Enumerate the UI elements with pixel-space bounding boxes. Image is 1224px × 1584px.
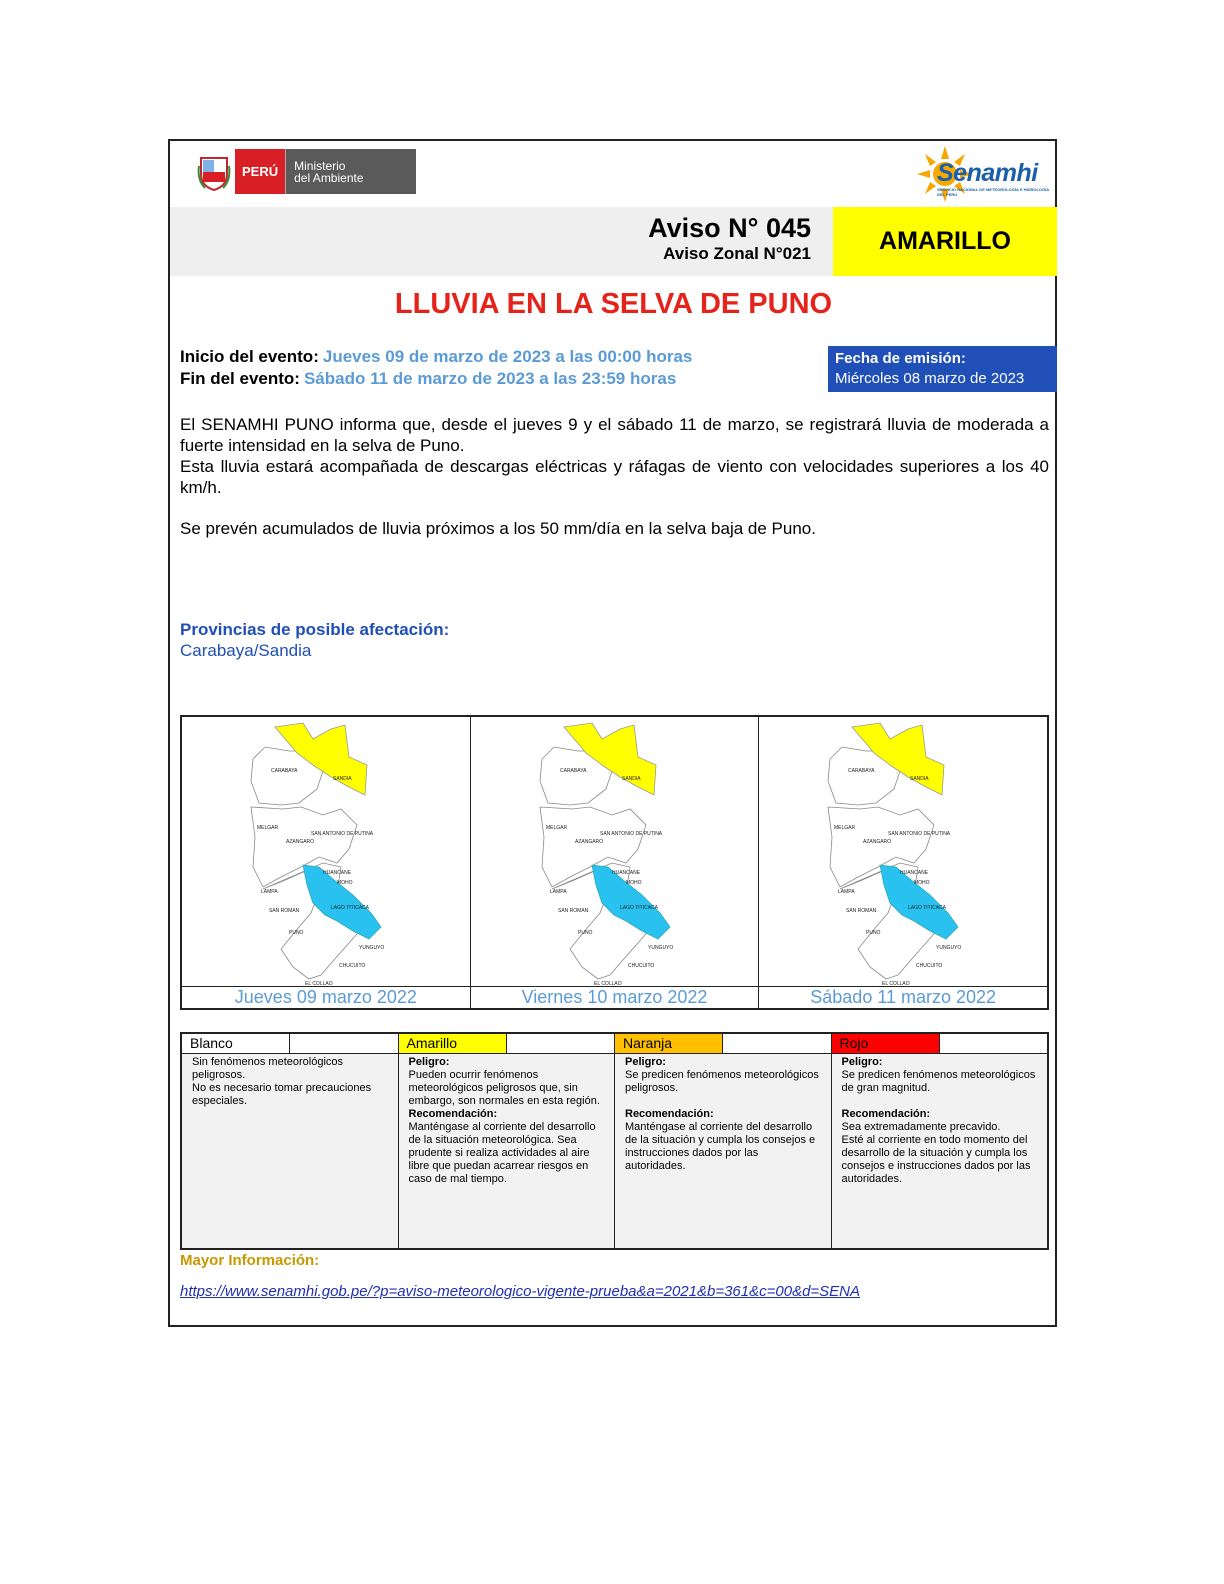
- puno-map-svg: [818, 717, 988, 987]
- legend-text: Se predicen fenómenos meteorológicos peligrosos.: [625, 1069, 819, 1094]
- ministry-logo: [197, 149, 416, 194]
- province-label: MOHO: [336, 880, 353, 886]
- notice-frame: [168, 139, 1057, 1327]
- issue-date-value: Miércoles 08 marzo de 2023: [835, 370, 1025, 387]
- notice-number-block: [648, 213, 811, 264]
- province-label: LAMPA: [838, 889, 855, 895]
- province-label: SANDIA: [910, 776, 929, 782]
- issue-date-box: [828, 346, 1057, 392]
- body-paragraph: Esta lluvia estará acompañada de descargas eléctricas y ráfagas de viento con velocidades superiores a los 40 km/h.: [180, 457, 1049, 497]
- legend-description: [182, 1054, 398, 1248]
- zonal-notice-number: Aviso Zonal N°021: [663, 244, 811, 263]
- issue-date-label: Fecha de emisión:: [835, 350, 966, 367]
- puno-map-svg: [241, 717, 411, 987]
- peru-label: PERÚ: [235, 149, 285, 194]
- province-label: CHUCUITO: [338, 963, 366, 969]
- province-label: MELGAR: [545, 825, 567, 831]
- province-label: CARABAYA: [270, 768, 298, 774]
- legend-text: Manténgase al corriente del desarrollo de la situación y cumpla los consejos e instrucciones dados por las autoridades.: [625, 1121, 816, 1172]
- province-label: LAGO TITICACA: [619, 905, 658, 911]
- province-label: SAN ROMAN: [557, 908, 588, 914]
- legend-column: [615, 1034, 832, 1248]
- province-label: HUANCANE: [322, 870, 351, 876]
- province-label: CARABAYA: [559, 768, 586, 774]
- maps-table: [180, 715, 1049, 1010]
- province-label: LAMPA: [549, 889, 567, 895]
- province-label: AZANGARO: [285, 839, 314, 845]
- province-label: LAGO TITICACA: [330, 905, 369, 911]
- event-end-label: Fin del evento:: [180, 369, 300, 388]
- legend-column: [182, 1034, 399, 1248]
- province-label: MOHO: [625, 880, 642, 886]
- province-label: EL COLLAO: [882, 981, 910, 987]
- province-label: PUNO: [288, 930, 304, 936]
- legend-description: [399, 1054, 615, 1248]
- province-label: YUNGUYO: [936, 945, 962, 951]
- province-label: EL COLLAO: [593, 981, 622, 987]
- maps-row: [182, 717, 1047, 986]
- puno-map-svg: [530, 717, 700, 987]
- map-day-label: Viernes 10 marzo 2022: [471, 987, 760, 1008]
- legend-level-name: Blanco: [182, 1034, 290, 1053]
- notice-number: Aviso N° 045: [648, 213, 811, 243]
- legend-text: No es necesario tomar precauciones especiales.: [192, 1082, 372, 1107]
- province-label: CHUCUITO: [627, 963, 654, 969]
- province-label: HUANCANE: [900, 870, 929, 876]
- title-band: [170, 207, 833, 276]
- event-dates: [180, 346, 692, 390]
- province-label: AZANGARO: [574, 839, 603, 845]
- map-day-label: Sábado 11 marzo 2022: [810, 987, 997, 1007]
- province-label: CARABAYA: [848, 768, 875, 774]
- maps-label-row: [182, 986, 1047, 1008]
- legend-text: Recomendación:: [841, 1108, 931, 1120]
- province-label: SAN ROMAN: [846, 908, 877, 914]
- legend-column: [399, 1034, 616, 1248]
- province-label: MELGAR: [834, 825, 856, 831]
- ministry-label: Ministerio del Ambiente: [285, 149, 416, 194]
- provinces-value: Carabaya/Sandia: [180, 641, 312, 660]
- event-start-label: Inicio del evento:: [180, 347, 319, 366]
- legend-description: [615, 1054, 831, 1248]
- province-label: EL COLLAO: [304, 981, 333, 987]
- province-label: SANDIA: [621, 776, 641, 782]
- legend-text: Peligro:: [625, 1056, 666, 1068]
- alert-level-legend: [180, 1032, 1049, 1250]
- province-label: SAN ANTONIO DE PUTINA: [599, 831, 662, 837]
- legend-text: Manténgase al corriente del desarrollo de la situación meteorológica. Sea prudente si realiza actividades al aire libre que puedan acarrear riesgos en caso de mal tiempo.: [408, 1121, 596, 1185]
- province-label: LAGO TITICACA: [908, 905, 947, 911]
- province-label: LAMPA: [260, 889, 278, 895]
- province-label: MOHO: [914, 880, 930, 886]
- puno-map: [182, 717, 471, 986]
- legend-description: [832, 1054, 1048, 1248]
- senamhi-wordmark: Senamhi: [937, 159, 1038, 187]
- province-label: PUNO: [866, 930, 881, 936]
- province-label: YUNGUYO: [358, 945, 385, 951]
- legend-text: Esté al corriente en todo momento del desarrollo de la situación y cumpla los consejos e instrucciones dados por las autoridades.: [841, 1134, 1031, 1185]
- legend-text: Sea extremadamente precavido.: [841, 1121, 1001, 1133]
- province-label: HUANCANE: [611, 870, 640, 876]
- notice-title: LLUVIA EN LA SELVA DE PUNO: [394, 288, 833, 320]
- legend-header: [399, 1034, 615, 1054]
- provinces-section: [180, 619, 449, 661]
- legend-text: Sin fenómenos meteorológicos peligrosos.: [192, 1056, 344, 1081]
- legend-text: Recomendación:: [625, 1108, 714, 1120]
- legend-text: Pueden ocurrir fenómenos meteorológicos peligrosos que, sin embargo, son normales en esta región.: [408, 1069, 600, 1107]
- province-label: SAN ANTONIO DE PUTINA: [888, 831, 951, 837]
- legend-text: [625, 1095, 821, 1108]
- senamhi-logo: [915, 141, 1055, 207]
- province-label: CHUCUITO: [916, 963, 943, 969]
- notice-body: [180, 414, 1049, 539]
- event-start-value: Jueves 09 de marzo de 2023 a las 00:00 horas: [322, 347, 693, 366]
- legend-text: Peligro:: [841, 1056, 883, 1068]
- province-label: SAN ROMAN: [268, 908, 300, 914]
- provinces-label: Provincias de posible afectación:: [180, 620, 450, 639]
- more-info-link[interactable]: https://www.senamhi.gob.pe/?p=aviso-meteorologico-vigente-prueba&a=2021&b=361&c=00&d=SENA: [180, 1283, 861, 1300]
- legend-level-name: Rojo: [832, 1034, 940, 1053]
- puno-map: [759, 717, 1047, 986]
- legend-text: Se predicen fenómenos meteorológicos de gran magnitud.: [841, 1069, 1036, 1094]
- legend-text: [842, 1095, 1038, 1108]
- body-paragraph: El SENAMHI PUNO informa que, desde el jueves 9 y el sábado 11 de marzo, se registrará lluvia de moderada a fuerte intensidad en la selva de Puno.: [180, 415, 1049, 455]
- puno-map: [471, 717, 760, 986]
- province-label: AZANGARO: [863, 839, 892, 845]
- body-paragraph: Se prevén acumulados de lluvia próximos a los 50 mm/día en la selva baja de Puno.: [180, 519, 816, 538]
- legend-header: [615, 1034, 831, 1054]
- legend-level-name: Amarillo: [399, 1034, 507, 1053]
- province-label: YUNGUYO: [647, 945, 673, 951]
- legend-column: [832, 1034, 1048, 1248]
- province-label: PUNO: [577, 930, 592, 936]
- alert-level-badge: AMARILLO: [833, 207, 1057, 276]
- more-info-label: Mayor Información:: [180, 1252, 320, 1269]
- senamhi-subtitle: SERVICIO NACIONAL DE METEOROLOGÍA E HIDROLOGÍA DEL PERÚ: [937, 187, 1050, 197]
- event-end-value: Sábado 11 de marzo de 2023 a las 23:59 horas: [303, 369, 677, 388]
- legend-text: Recomendación:: [408, 1108, 498, 1120]
- province-label: SANDIA: [332, 776, 352, 782]
- map-day-label: Jueves 09 marzo 2022: [182, 987, 471, 1008]
- legend-level-name: Naranja: [615, 1034, 723, 1053]
- coat-of-arms-icon: [197, 152, 231, 192]
- legend-text: Peligro:: [408, 1056, 450, 1068]
- legend-header: [182, 1034, 398, 1054]
- legend-header: [832, 1034, 1048, 1054]
- province-label: MELGAR: [256, 825, 278, 831]
- province-label: SAN ANTONIO DE PUTINA: [310, 831, 373, 837]
